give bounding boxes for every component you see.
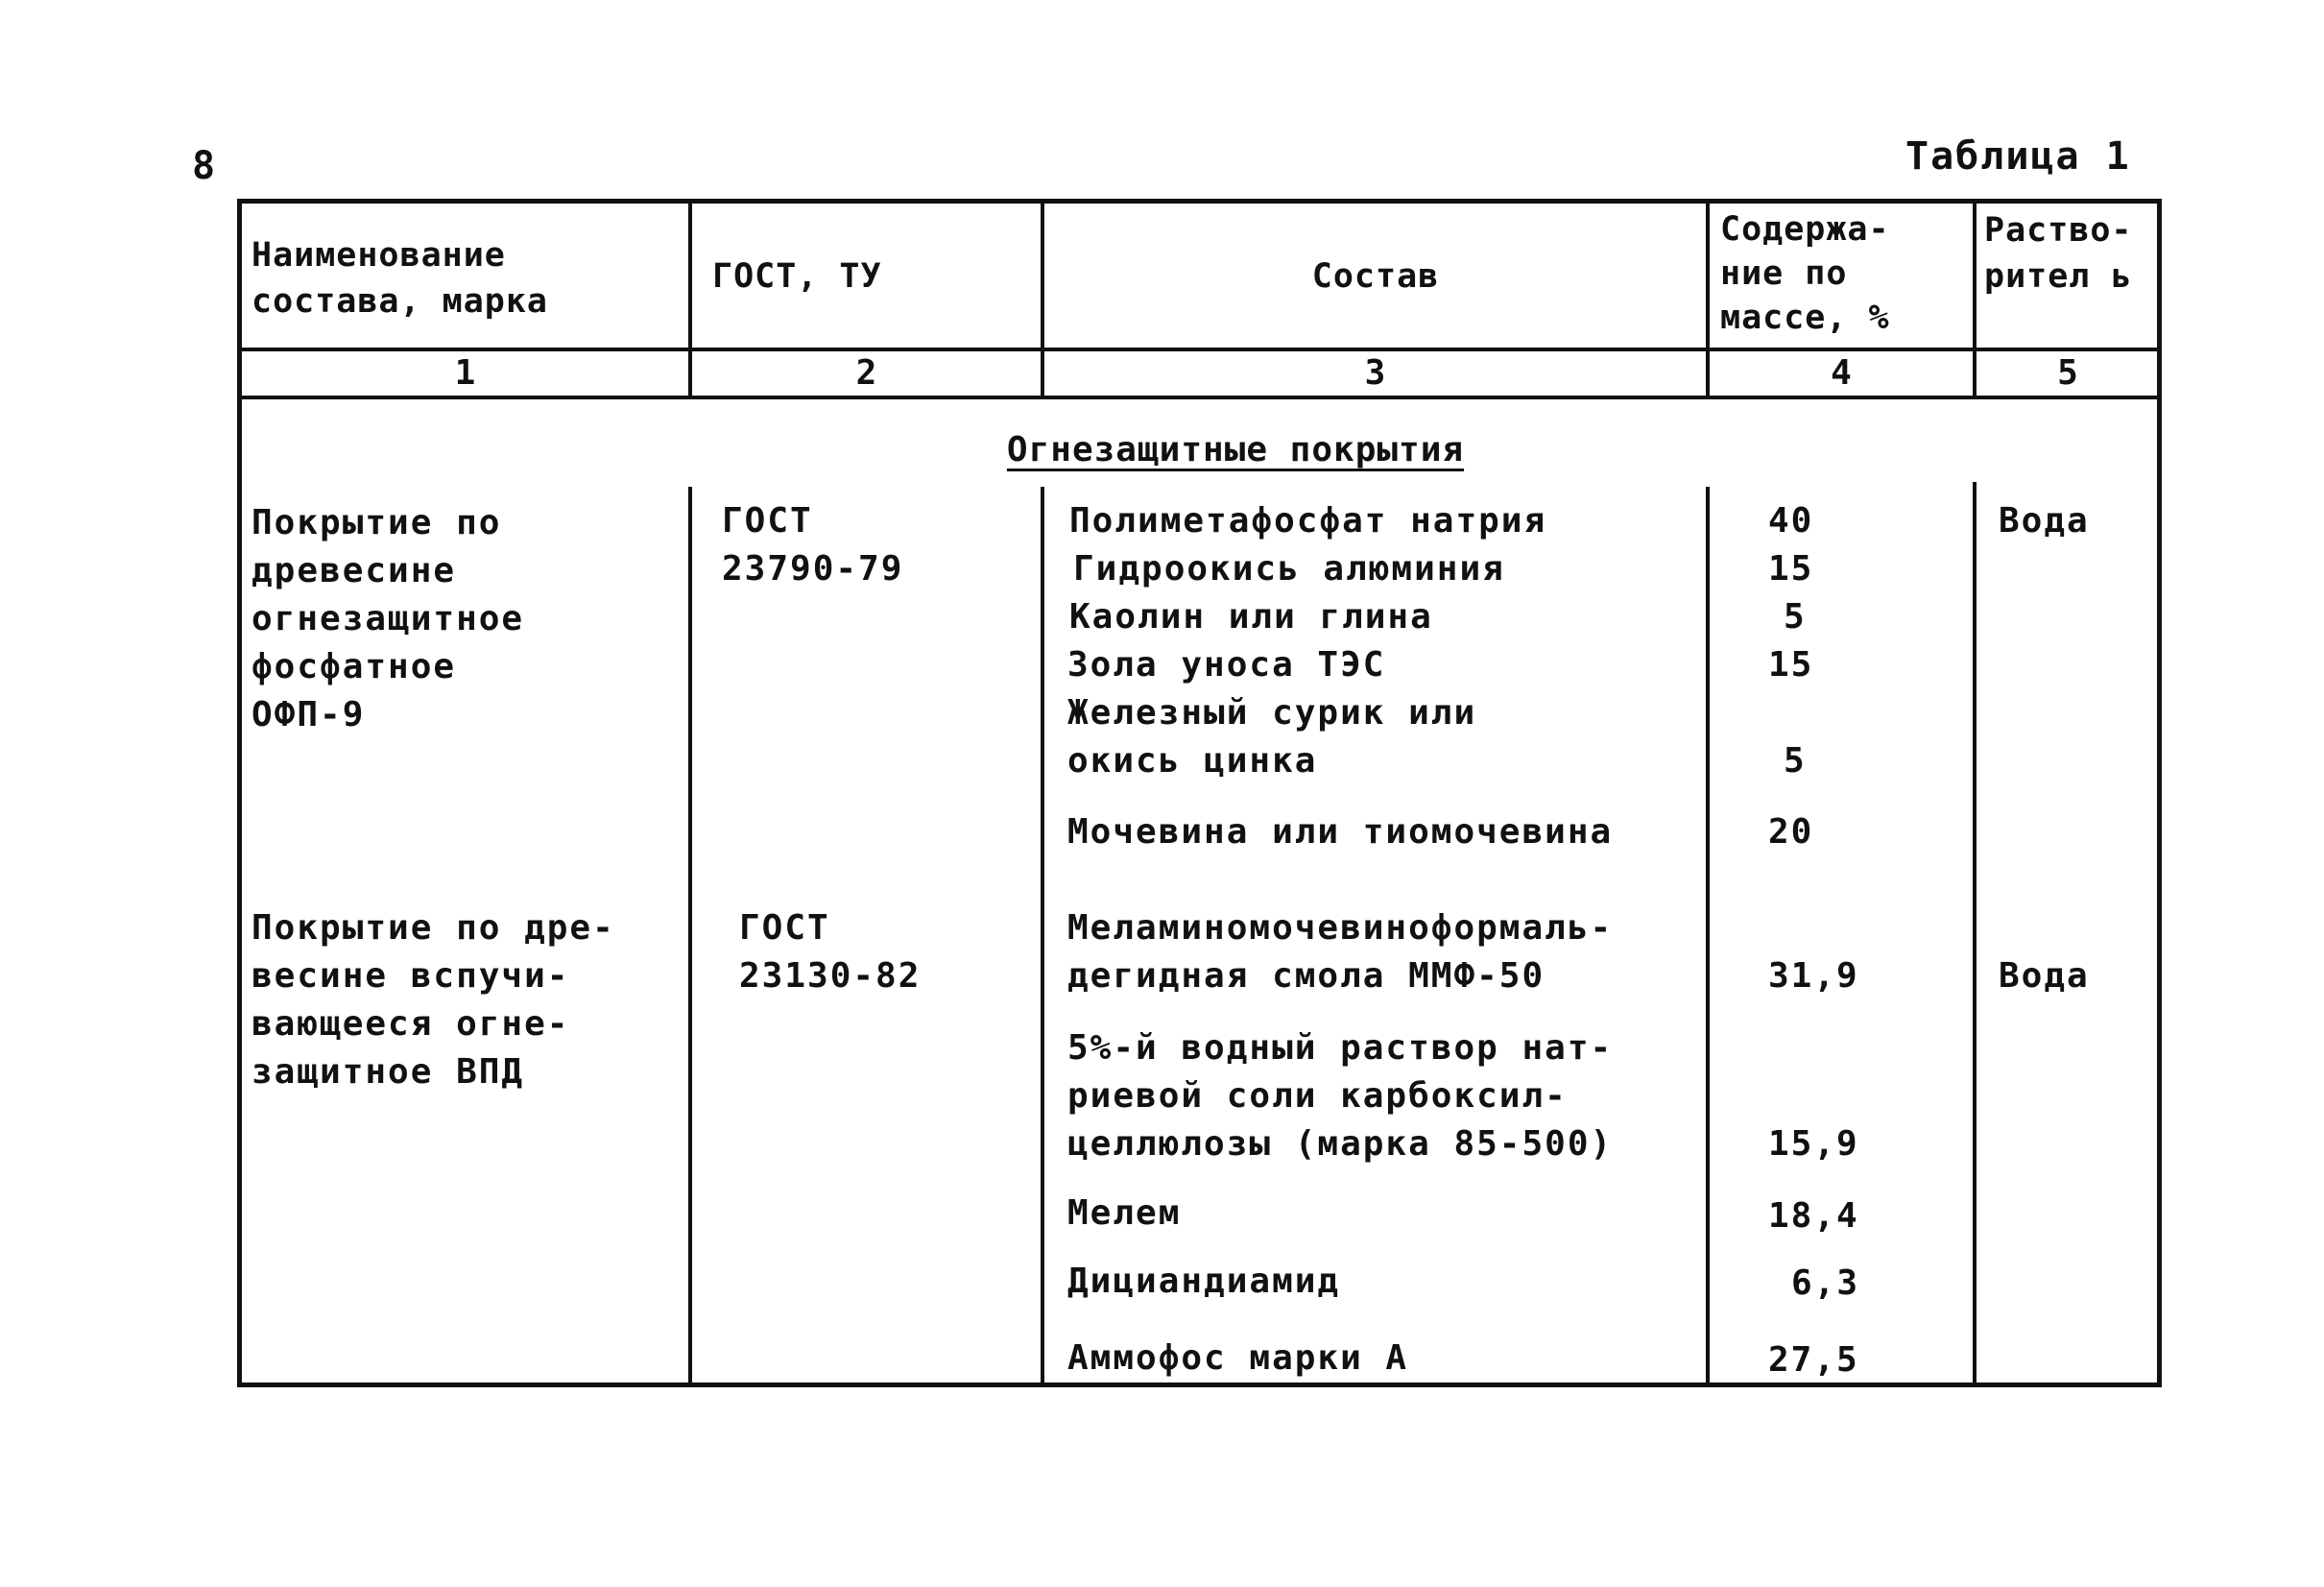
product-2-gost: ГОСТ 23130-82: [739, 908, 922, 996]
product-1-value: 40: [1768, 501, 1814, 541]
product-1-value: 15: [1768, 645, 1814, 685]
col-divider-1-header: [688, 204, 692, 348]
product-2-value: 6,3: [1791, 1263, 1860, 1303]
product-2-component: Меламиномочевиноформаль- дегидная смола ММФ-50: [1067, 908, 1614, 996]
product-1-name: Покрытие по древесине огнезащитное фосфатное ОФП-9: [252, 503, 525, 734]
product-2-name: Покрытие по дре- весине вспучи- вающееся огне- защитное ВПД: [252, 908, 615, 1092]
product-1-solvent: Вода: [1999, 501, 2090, 541]
page-number: 8: [192, 144, 216, 188]
header-composition: Состав: [1311, 257, 1440, 296]
product-1-value: 5: [1784, 741, 1807, 781]
product-1-component: Каолин или глина: [1069, 597, 1433, 637]
col-divider-4-body: [1973, 482, 1977, 1387]
product-2-value: 31,9: [1768, 956, 1859, 996]
product-2-value: 27,5: [1768, 1340, 1859, 1380]
product-1-value: 5: [1784, 597, 1807, 637]
product-2-component: Дициандиамид: [1067, 1262, 1341, 1301]
product-1-component: Мочевина или тиомочевина: [1067, 812, 1614, 852]
header-name: Наименование состава, марка: [252, 236, 549, 321]
col-divider-2-body: [1041, 487, 1044, 1387]
product-2-value: 15,9: [1768, 1124, 1859, 1164]
product-2-component: 5%-й водный раствор нат- риевой соли карбоксил- целлюлозы (марка 85-500): [1067, 1028, 1614, 1164]
product-2-value: 18,4: [1768, 1196, 1859, 1236]
header-solvent: Раство- рител ь: [1984, 211, 2133, 296]
col-divider-3-body: [1706, 487, 1710, 1387]
product-2-component: Мелем: [1067, 1193, 1182, 1233]
col-divider-1-body: [688, 487, 692, 1387]
composition-table: [237, 199, 2162, 1387]
product-2-solvent: Вода: [1999, 956, 2090, 996]
product-1-value: 20: [1768, 812, 1814, 852]
product-2-component: Аммофос марки А: [1067, 1338, 1409, 1378]
column-number-divider: [242, 396, 2157, 399]
column-number-3: 3: [1364, 353, 1386, 393]
header-gost: ГОСТ, ТУ: [712, 257, 882, 296]
section-title: Огнезащитные покрытия: [1006, 430, 1465, 469]
product-1-gost: ГОСТ 23790-79: [722, 501, 904, 589]
table-caption: Таблица 1: [1905, 134, 2131, 179]
column-number-2: 2: [855, 353, 877, 393]
header-divider: [242, 348, 2157, 351]
product-1-component: Гидроокись алюминия: [1073, 549, 1505, 589]
column-number-1: 1: [454, 353, 476, 393]
product-1-component: Полиметафосфат натрия: [1069, 501, 1547, 541]
product-1-component: Железный сурик или окись цинка: [1067, 693, 1477, 781]
product-1-component: Зола уноса ТЭС: [1067, 645, 1386, 685]
product-1-value: 15: [1768, 549, 1814, 589]
column-number-5: 5: [2057, 353, 2078, 393]
column-number-4: 4: [1831, 353, 1852, 393]
header-content: Содержа- ние по массе, %: [1720, 210, 1890, 337]
